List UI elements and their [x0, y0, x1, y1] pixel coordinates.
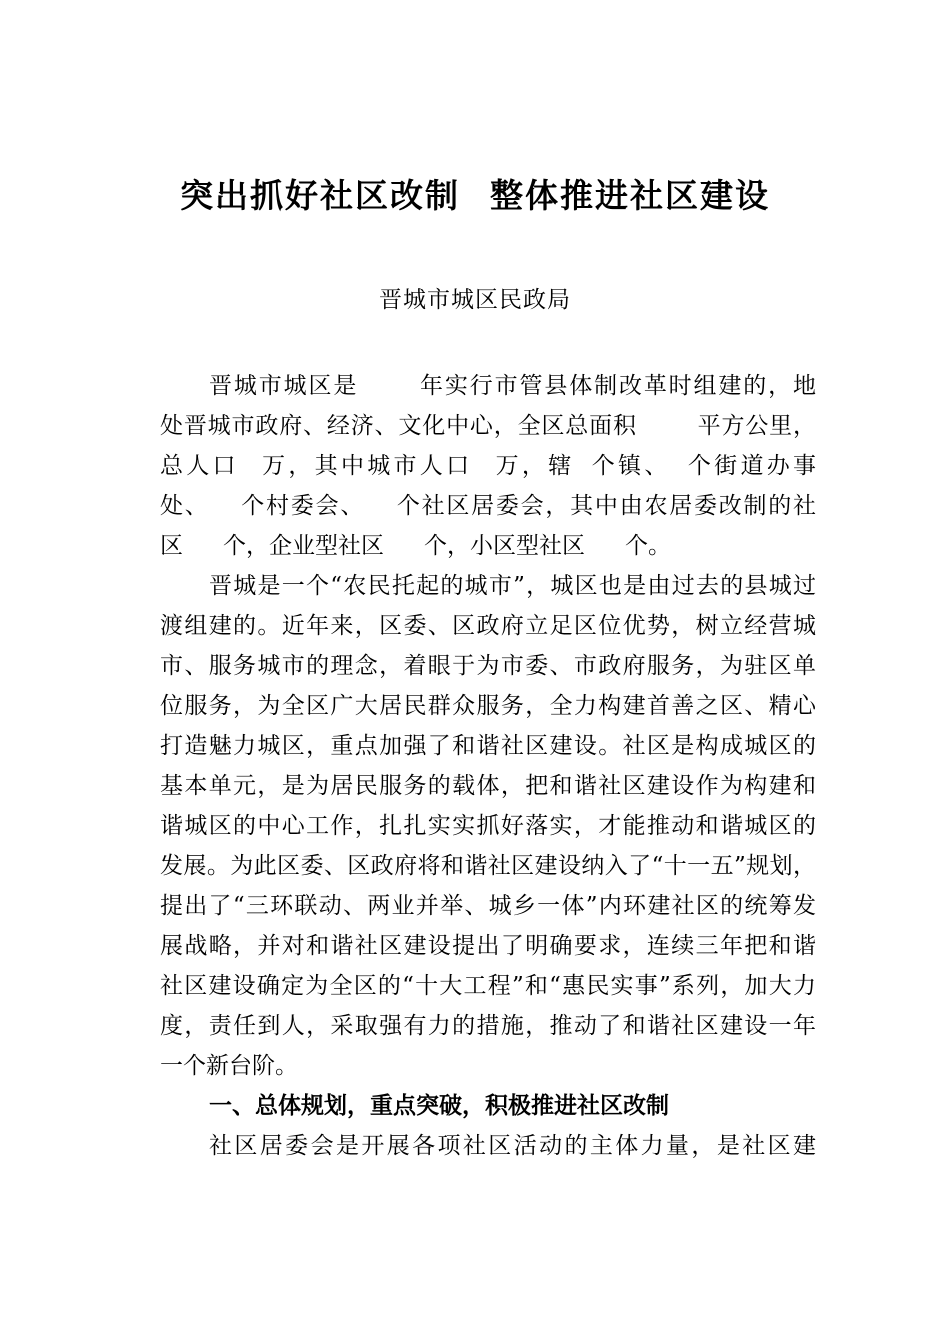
paragraph-2-line: 展战略，并对和谐社区建设提出了明确要求，连续三年把和谐	[160, 933, 816, 959]
paragraph-2-line: 谐城区的中心工作，扎扎实实抓好落实，才能推动和谐城区的	[160, 813, 816, 839]
document-body	[160, 366, 816, 1166]
section-1-first-line: 社区居委会是开展各项社区活动的主体力量，是社区建	[209, 1133, 816, 1159]
title-part-1: 突出抓好社区改制	[180, 176, 460, 215]
paragraph-2-line: 基本单元，是为居民服务的载体，把和谐社区建设作为构建和	[160, 773, 816, 799]
paragraph-2-line: 渡组建的。近年来，区委、区政府立足区位优势，树立经营城	[160, 613, 816, 639]
document-author: 晋城市城区民政局	[379, 287, 571, 313]
paragraph-1-line-1: 晋城市城区是 年实行市管县体制改革时组建的，地	[209, 373, 816, 399]
paragraph-1-line-5: 区 个，企业型社区 个，小区型社区 个。	[160, 533, 671, 559]
section-1-heading: 一、总体规划，重点突破，积极推进社区改制	[209, 1093, 669, 1119]
paragraph-1-line-4: 处、 个村委会、 个社区居委会，其中由农居委改制的社	[160, 493, 816, 519]
paragraph-2-line: 一个新台阶。	[160, 1053, 298, 1079]
paragraph-2-line: 社区建设确定为全区的“十大工程”和“惠民实事”系列，加大力	[160, 973, 816, 999]
paragraph-2-line: 位服务，为全区广大居民群众服务，全力构建首善之区、精心	[160, 693, 816, 719]
paragraph-2-line: 市、服务城市的理念，着眼于为市委、市政府服务，为驻区单	[160, 653, 816, 679]
document-title	[0, 174, 950, 218]
paragraph-1-line-3: 总人口 万，其中城市人口 万，辖 个镇、 个街道办事	[160, 453, 816, 479]
paragraph-2-line: 提出了“三环联动、两业并举、城乡一体”内环建社区的统筹发	[160, 893, 816, 919]
title-part-2: 整体推进社区建设	[490, 176, 770, 215]
paragraph-2-line: 度，责任到人，采取强有力的措施，推动了和谐社区建设一年	[160, 1013, 816, 1039]
paragraph-2-line: 打造魅力城区，重点加强了和谐社区建设。社区是构成城区的	[160, 733, 816, 759]
paragraph-2-line: 发展。为此区委、区政府将和谐社区建设纳入了“十一五”规划，	[160, 853, 816, 879]
paragraph-1-line-2: 处晋城市政府、经济、文化中心，全区总面积 平方公里，	[160, 413, 816, 439]
paragraph-2-line: 晋城是一个“农民托起的城市”，城区也是由过去的县城过	[209, 573, 816, 599]
